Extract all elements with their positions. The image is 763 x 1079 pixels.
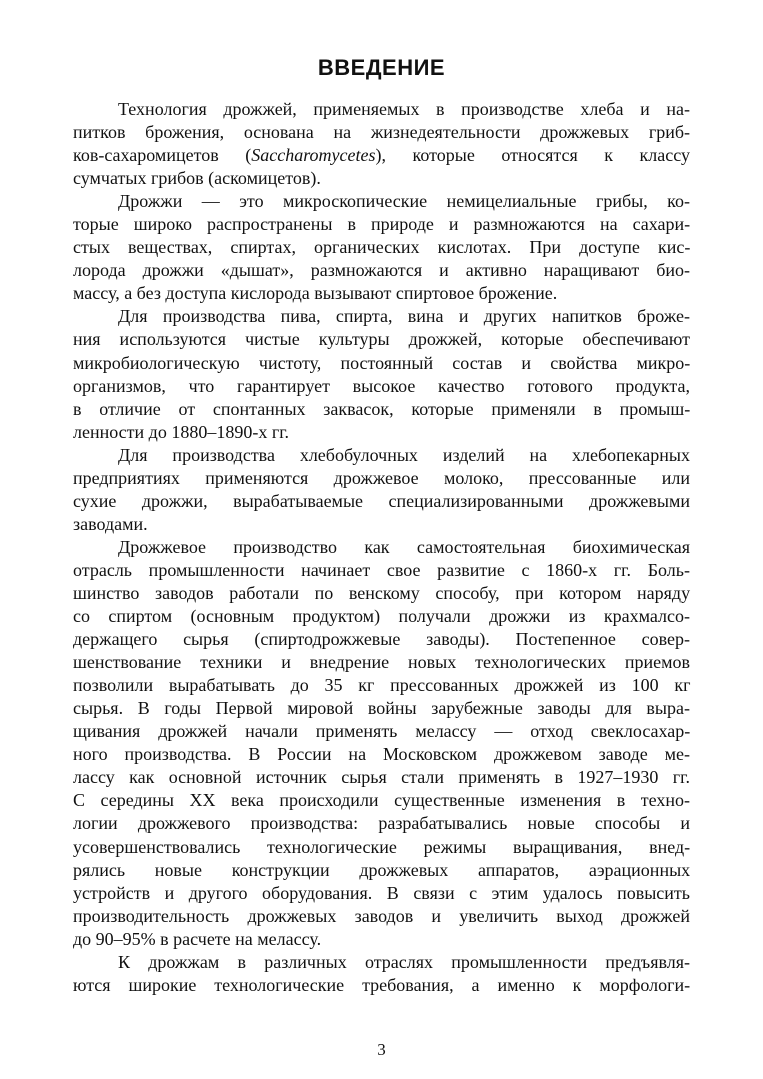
text-line: со спиртом (основным продуктом) получали дрожжи из крахмалсо-	[73, 606, 690, 627]
text-line: держащего сырья (спиртодрожжевые заводы). Постепенное совер-	[73, 629, 690, 650]
text-line: логии дрожжевого производства: разрабатывались новые способы и	[73, 813, 690, 834]
text-line: ков-сахаромицетов (Saccharomycetes), которые относятся к классу	[73, 145, 690, 166]
text-line: ются широкие технологические требования, а именно к морфологи-	[73, 974, 691, 995]
text-line: сырья. В годы Первой мировой войны зарубежные заводы для выра-	[73, 698, 690, 719]
page-title: ВВЕДЕНИЕ	[317, 55, 446, 80]
text-line: Для производства пива, спирта, вина и других напитков броже-	[118, 306, 690, 327]
text-line: ния используются чистые культуры дрожжей, которые обеспечивают	[73, 329, 690, 350]
text-line: организмов, что гарантирует высокое качество готового продукта,	[73, 375, 690, 396]
text-line: лассу как основной источник сырья стали применять в 1927–1930 гг.	[73, 767, 690, 788]
text-line: производительность дрожжевых заводов и увеличить выход дрожжей	[73, 905, 690, 926]
text-line: шенствование техники и внедрение новых технологических приемов	[73, 652, 690, 673]
text-line: сухие дрожжи, вырабатываемые специализированными дрожжевыми	[73, 490, 690, 511]
text-line: щивания дрожжей начали применять мелассу — отход свеклосахар-	[73, 721, 691, 742]
text-line: заводами.	[73, 513, 148, 534]
text-line: Дрожжевое производство как самостоятельная биохимическая	[118, 536, 690, 557]
text-line: в отличие от спонтанных заквасок, которые применяли в промыш-	[73, 398, 691, 419]
paragraph	[73, 536, 690, 951]
text-line: стых веществах, спиртах, органических кислотах. При доступе кис-	[73, 237, 691, 258]
text-line: массу, а без доступа кислорода вызывают спиртовое брожение.	[73, 283, 558, 304]
paragraph	[73, 444, 690, 536]
text-line: Дрожжи — это микроскопические немицелиальные грибы, ко-	[118, 191, 690, 212]
text-line: К дрожжам в различных отраслях промышленности предъявля-	[118, 951, 690, 972]
paragraph	[73, 98, 690, 190]
paragraph	[73, 190, 690, 305]
text-line: микробиологическую чистоту, постоянный состав и свойства микро-	[73, 352, 691, 373]
text-line: лорода дрожжи «дышат», размножаются и активно наращивают био-	[73, 260, 690, 281]
paragraph	[73, 951, 690, 997]
text-line: питков брожения, основана на жизнедеятельности дрожжевых гриб-	[73, 122, 690, 143]
text-line: Технология дрожжей, применяемых в производстве хлеба и на-	[118, 99, 690, 119]
text-line: ленности до 1880–1890-х гг.	[73, 421, 290, 442]
text-line: Для производства хлебобулочных изделий на хлебопекарных	[118, 444, 690, 465]
text-line: отрасль промышленности начинает свое развитие с 1860-х гг. Боль-	[73, 559, 690, 580]
text-line: усовершенствовались технологические режимы выращивания, внед-	[73, 836, 691, 857]
text-line: устройств и другого оборудования. В связи с этим удалось повысить	[73, 882, 690, 903]
text-line: ного производства. В России на Московском дрожжевом заводе ме-	[73, 744, 690, 765]
italic-term: Saccharomycetes	[251, 145, 376, 166]
page-number: 3	[377, 1040, 386, 1059]
paragraph	[73, 305, 690, 443]
text-line: С середины XX века происходили существенные изменения в техно-	[73, 790, 690, 811]
text-line: шинство заводов работали по венскому способу, при котором наряду	[73, 582, 691, 603]
text-line: предприятиях применяются дрожжевое молоко, прессованные или	[73, 467, 690, 488]
text-line: рялись новые конструкции дрожжевых аппаратов, аэрационных	[73, 859, 691, 880]
body-text	[73, 98, 690, 997]
text-line: до 90–95% в расчете на мелассу.	[73, 928, 322, 949]
text-line: позволили вырабатывать до 35 кг прессованных дрожжей из 100 кг	[73, 675, 691, 696]
text-line: сумчатых грибов (аскомицетов).	[73, 168, 321, 189]
text-line: торые широко распространены в природе и размножаются на сахари-	[73, 214, 691, 235]
